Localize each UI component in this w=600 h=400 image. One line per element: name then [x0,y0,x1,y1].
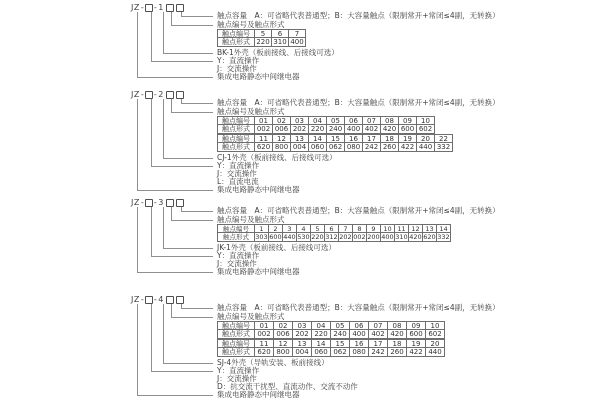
table-cell: 200 [367,233,380,241]
table-row-header: 触点编号 [217,321,255,330]
placeholder-box [176,4,184,12]
model-code-separator: - [153,198,157,207]
table-cell: 05 [331,321,350,330]
table-cell: 02 [273,116,291,125]
operation-mode-label: Y：直流操作 [217,56,260,65]
placeholder-box [166,296,174,304]
table-cell: 400 [289,38,306,47]
contact-table [217,29,306,47]
placeholder-box [166,91,174,99]
table-row-header: 触点形式 [217,330,255,339]
table-cell: 5 [311,224,325,233]
table-cell: 260 [388,348,407,357]
table-cell: 422 [399,143,417,152]
leader-line [172,12,214,26]
table-row [217,224,451,233]
table-cell: 6 [272,29,289,38]
product-name-label: 集成电路静态中间继电器 [217,72,300,81]
product-name-label: 集成电路静态中间继电器 [217,267,300,276]
table-cell: 05 [327,116,345,125]
model-code-separator: - [153,90,157,99]
table-cell: 303 [255,233,268,241]
table-cell: 004 [291,143,309,152]
table-cell: 600 [399,125,417,134]
table-cell: 400 [345,125,363,134]
placeholder-box [145,91,153,99]
leader-line [152,207,214,257]
table-row [217,321,445,330]
table-cell: 080 [350,348,369,357]
operation-mode-label: J：交流操作 [217,259,257,268]
table-cell: 8 [353,224,367,233]
operation-mode-label: Y：直流操作 [217,366,260,375]
table-row-header: 触点编号 [217,116,255,125]
table-cell: 5 [255,29,272,38]
table-cell: 19 [407,339,426,348]
model-code-separator: - [140,3,144,12]
table-row [217,330,445,339]
contact-code-form-label: 触点编号及触点形式 [217,107,285,116]
table-cell: 220 [312,330,331,339]
operation-mode-label: J：交流操作 [217,374,257,383]
table-cell: 07 [369,321,388,330]
contact-code-form-label: 触点编号及触点形式 [217,215,285,224]
table-cell: 400 [381,233,394,241]
leader-line [182,304,214,309]
table-cell: 11 [395,224,409,233]
contact-code-form-label: 触点编号及触点形式 [217,312,285,321]
table-cell: 6 [325,224,339,233]
leader-line [152,304,214,372]
model-prefix: JZ [131,3,140,12]
leader-line [138,207,214,273]
table-cell: 006 [273,125,291,134]
table-cell: 602 [417,125,435,134]
model-code-separator: - [153,295,157,304]
placeholder-box [176,91,184,99]
table-row-header: 触点形式 [217,143,255,152]
leader-line [164,99,214,159]
table-cell: 242 [369,348,388,357]
leader-line [164,207,214,249]
model-code-separator: - [140,198,144,207]
table-cell: 202 [339,233,352,241]
table-cell: 19 [399,134,417,143]
table-cell: 202 [291,125,309,134]
shell-series-digit: 4 [158,295,164,304]
table-cell: 08 [381,116,399,125]
table-cell: 03 [291,116,309,125]
table-cell: 420 [388,330,407,339]
table-cell: 220 [255,38,272,47]
contact-capacity-label: 触点容量 A：可省略代表普通型；B：大容量触点（限制常开+常闭≤4副，无转换） [217,98,500,107]
table-cell: 06 [350,321,369,330]
model-code-separator: - [153,3,157,12]
shell-type-label: SJ-4外壳（导轨安装、板前接线） [217,358,329,367]
table-cell: 080 [345,143,363,152]
table-cell: 060 [309,143,327,152]
model-code-separator: - [140,295,144,304]
placeholder-box [145,296,153,304]
table-cell: 16 [350,339,369,348]
table-row [217,339,445,348]
table-cell: 620 [255,348,274,357]
table-cell: 440 [283,233,296,241]
table-cell: 3 [283,224,297,233]
table-cell: 13 [423,224,437,233]
table-row [217,143,453,152]
table-cell: 7 [289,29,306,38]
table-row [217,125,453,134]
contact-table [217,116,453,152]
operation-mode-label: J：交流操作 [217,169,257,178]
table-row [217,134,453,143]
operation-mode-label: Y：直流操作 [217,161,260,170]
table-cell: 11 [255,339,274,348]
table-cell: 7 [339,224,353,233]
placeholder-box [176,296,184,304]
placeholder-box [145,199,153,207]
table-row-header: 触点形式 [217,38,255,47]
table-cell: 602 [426,330,445,339]
leader-line [182,12,214,17]
table-row [217,116,453,125]
table-cell: 002 [255,330,274,339]
table-cell: 11 [255,134,273,143]
table-cell: 1 [255,224,269,233]
placeholder-box [145,4,153,12]
table-cell: 332 [435,143,453,152]
table-cell: 01 [255,116,273,125]
operation-mode-label: L：直流电流 [217,177,259,186]
table-cell: 13 [291,134,309,143]
contact-capacity-label: 触点容量 A：可省略代表普通型；B：大容量触点（限制常开+常闭≤4副，无转换） [217,303,500,312]
table-cell: 060 [312,348,331,357]
table-cell: 06 [345,116,363,125]
table-cell: 15 [331,339,350,348]
model-prefix: JZ [131,198,140,207]
table-cell: 12 [274,339,293,348]
table-cell: 13 [293,339,312,348]
table-cell: 422 [407,348,426,357]
table-cell: 03 [293,321,312,330]
table-cell: 310 [272,38,289,47]
leader-line [152,99,214,167]
table-cell: 14 [437,224,451,233]
table-cell: 10 [417,116,435,125]
table-cell: 242 [363,143,381,152]
model-code [131,90,184,99]
table-cell: 600 [269,233,282,241]
table-row-header: 触点形式 [217,348,255,357]
table-cell: 402 [363,125,381,134]
contact-table [217,321,445,357]
table-cell: 002 [353,233,366,241]
table-cell: 402 [369,330,388,339]
table-cell: 4 [297,224,311,233]
table-cell: 002 [255,125,273,134]
table-cell: 12 [409,224,423,233]
table-cell: 062 [331,348,350,357]
table-cell: 400 [350,330,369,339]
table-cell: 17 [363,134,381,143]
table-cell: 260 [381,143,399,152]
table-cell: 12 [273,134,291,143]
leader-line [182,207,214,212]
product-name-label: 集成电路静态中间继电器 [217,185,300,194]
contact-table [217,224,451,242]
table-cell: 9 [367,224,381,233]
table-cell: 22 [435,134,453,143]
model-code [131,3,184,12]
table-cell: 09 [407,321,426,330]
model-code [131,198,184,207]
operation-mode-label: J：交流操作 [217,64,257,73]
table-cell: 062 [327,143,345,152]
leader-line [172,304,214,318]
table-cell: 08 [388,321,407,330]
table-cell: 202 [293,330,312,339]
leader-line [138,12,214,78]
table-row-header: 触点形式 [217,233,255,242]
table-cell: 10 [381,224,395,233]
table-cell: 220 [309,125,327,134]
table-cell: 14 [312,339,331,348]
leader-line [172,99,214,113]
table-row-header: 触点编号 [217,224,255,233]
model-code [131,295,184,304]
shell-series-digit: 2 [158,90,164,99]
table-cell: 2 [269,224,283,233]
shell-type-label: JK-1外壳（板前接线、后接线可选） [217,243,336,252]
table-cell: 10 [426,321,445,330]
shell-type-label: BK-1外壳（板前接线、后接线可选） [217,48,339,57]
table-row-header: 触点编号 [217,339,255,348]
leader-line [182,99,214,104]
table-cell: 240 [327,125,345,134]
leader-line [164,304,214,364]
table-cell: 600 [407,330,426,339]
table-cell: 800 [273,143,291,152]
table-row [217,29,306,38]
table-cell: 18 [388,339,407,348]
table-cell: 530 [297,233,310,241]
table-cell: 004 [293,348,312,357]
table-cell: 620 [255,143,273,152]
leader-line [172,207,214,221]
placeholder-box [166,4,174,12]
table-cell: 04 [309,116,327,125]
table-cell: 240 [331,330,350,339]
contact-code-form-label: 触点编号及触点形式 [217,20,285,29]
placeholder-box [166,199,174,207]
product-name-label: 集成电路静态中间继电器 [217,390,300,399]
table-row [217,233,451,242]
table-cell: 01 [255,321,274,330]
table-cell: 420 [381,125,399,134]
table-row [217,38,306,47]
table-cell: 220 [311,233,324,241]
table-cell: 620 [423,233,436,241]
table-cell: 310 [395,233,408,241]
table-cell: 440 [426,348,445,357]
table-cell: 332 [437,233,450,241]
shell-series-digit: 1 [158,3,164,12]
operation-mode-label: D：抗交流干扰型、直流动作、交流不动作 [217,382,358,391]
placeholder-box [176,199,184,207]
table-cell: 800 [274,348,293,357]
table-cell: 20 [426,339,445,348]
table-cell: 20 [417,134,435,143]
table-cell: 16 [345,134,363,143]
table-cell: 07 [363,116,381,125]
table-cell: 02 [274,321,293,330]
table-row-header: 触点编号 [217,134,255,143]
leader-line [164,12,214,54]
model-code-separator: - [140,90,144,99]
table-cell: 18 [381,134,399,143]
table-cell: 04 [312,321,331,330]
table-cell: 14 [309,134,327,143]
shell-series-digit: 3 [158,198,164,207]
table-cell: 09 [399,116,417,125]
table-row [217,348,445,357]
operation-mode-label: Y：直流操作 [217,251,260,260]
model-prefix: JZ [131,295,140,304]
table-cell: 006 [274,330,293,339]
table-row-header: 触点形式 [217,125,255,134]
contact-capacity-label: 触点容量 A：可省略代表普通型；B：大容量触点（限制常开+常闭≤4副，无转换） [217,206,500,215]
table-cell: 17 [369,339,388,348]
leader-line [152,12,214,62]
table-cell: 440 [417,143,435,152]
contact-capacity-label: 触点容量 A：可省略代表普通型；B：大容量触点（限制常开+常闭≤4副，无转换） [217,11,500,20]
table-cell: 15 [327,134,345,143]
table-cell: 312 [325,233,338,241]
shell-type-label: CJ-1外壳（板前接线、后接线可选） [217,153,337,162]
table-row-header: 触点编号 [217,29,255,38]
table-cell: 420 [409,233,422,241]
model-prefix: JZ [131,90,140,99]
